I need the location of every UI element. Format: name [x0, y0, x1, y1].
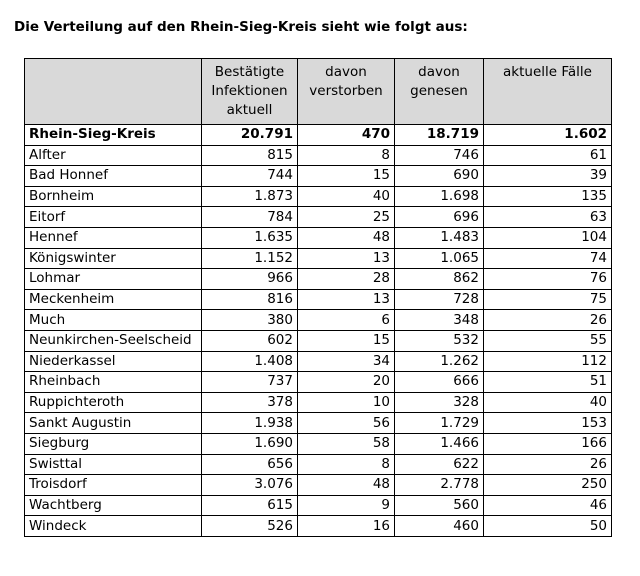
- table-row: [25, 269, 612, 290]
- header-recovered: davon genesen: [395, 59, 484, 125]
- recovered-cell: 1.698: [395, 186, 484, 207]
- header-deceased: davon verstorben: [298, 59, 395, 125]
- district-name: Swisttal: [25, 454, 202, 475]
- total-name: Rhein-Sieg-Kreis: [25, 125, 202, 146]
- active-cell: 74: [484, 248, 612, 269]
- recovered-cell: 1.262: [395, 351, 484, 372]
- active-cell: 104: [484, 227, 612, 248]
- district-name: Alfter: [25, 145, 202, 166]
- table-row: [25, 475, 612, 496]
- table-row: [25, 454, 612, 475]
- active-cell: 250: [484, 475, 612, 496]
- district-name: Niederkassel: [25, 351, 202, 372]
- deceased-cell: 16: [298, 516, 395, 537]
- confirmed-cell: 3.076: [202, 475, 298, 496]
- table-row: [25, 207, 612, 228]
- confirmed-cell: 526: [202, 516, 298, 537]
- active-cell: 50: [484, 516, 612, 537]
- table-row: [25, 372, 612, 393]
- recovered-cell: 1.065: [395, 248, 484, 269]
- confirmed-cell: 1.635: [202, 227, 298, 248]
- district-name: Königswinter: [25, 248, 202, 269]
- header-confirmed: Bestätigte Infektionen aktuell: [202, 59, 298, 125]
- confirmed-cell: 378: [202, 392, 298, 413]
- total-active: 1.602: [484, 125, 612, 146]
- deceased-cell: 58: [298, 433, 395, 454]
- table-row: [25, 330, 612, 351]
- active-cell: 153: [484, 413, 612, 434]
- district-name: Rheinbach: [25, 372, 202, 393]
- district-name: Siegburg: [25, 433, 202, 454]
- table-row: [25, 413, 612, 434]
- deceased-cell: 9: [298, 495, 395, 516]
- active-cell: 76: [484, 269, 612, 290]
- confirmed-cell: 1.152: [202, 248, 298, 269]
- recovered-cell: 2.778: [395, 475, 484, 496]
- deceased-cell: 8: [298, 454, 395, 475]
- table-row: [25, 186, 612, 207]
- active-cell: 112: [484, 351, 612, 372]
- recovered-cell: 690: [395, 166, 484, 187]
- confirmed-cell: 602: [202, 330, 298, 351]
- district-name: Much: [25, 310, 202, 331]
- deceased-cell: 15: [298, 166, 395, 187]
- deceased-cell: 8: [298, 145, 395, 166]
- recovered-cell: 862: [395, 269, 484, 290]
- confirmed-cell: 1.938: [202, 413, 298, 434]
- district-name: Bornheim: [25, 186, 202, 207]
- district-name: Sankt Augustin: [25, 413, 202, 434]
- deceased-cell: 28: [298, 269, 395, 290]
- total-row: [25, 125, 612, 146]
- district-name: Windeck: [25, 516, 202, 537]
- active-cell: 51: [484, 372, 612, 393]
- recovered-cell: 696: [395, 207, 484, 228]
- table-row: [25, 516, 612, 537]
- deceased-cell: 56: [298, 413, 395, 434]
- total-confirmed: 20.791: [202, 125, 298, 146]
- confirmed-cell: 737: [202, 372, 298, 393]
- deceased-cell: 6: [298, 310, 395, 331]
- deceased-cell: 20: [298, 372, 395, 393]
- district-table: [24, 58, 612, 537]
- recovered-cell: 746: [395, 145, 484, 166]
- recovered-cell: 560: [395, 495, 484, 516]
- header-district: [25, 59, 202, 125]
- district-name: Hennef: [25, 227, 202, 248]
- deceased-cell: 15: [298, 330, 395, 351]
- deceased-cell: 48: [298, 475, 395, 496]
- confirmed-cell: 816: [202, 289, 298, 310]
- active-cell: 55: [484, 330, 612, 351]
- active-cell: 61: [484, 145, 612, 166]
- table-row: [25, 248, 612, 269]
- district-name: Meckenheim: [25, 289, 202, 310]
- recovered-cell: 532: [395, 330, 484, 351]
- district-name: Eitorf: [25, 207, 202, 228]
- confirmed-cell: 1.873: [202, 186, 298, 207]
- recovered-cell: 460: [395, 516, 484, 537]
- recovered-cell: 728: [395, 289, 484, 310]
- district-name: Neunkirchen-Seelscheid: [25, 330, 202, 351]
- confirmed-cell: 380: [202, 310, 298, 331]
- table-row: [25, 166, 612, 187]
- table-row: [25, 289, 612, 310]
- recovered-cell: 1.466: [395, 433, 484, 454]
- recovered-cell: 328: [395, 392, 484, 413]
- deceased-cell: 13: [298, 248, 395, 269]
- deceased-cell: 13: [298, 289, 395, 310]
- header-active: aktuelle Fälle: [484, 59, 612, 125]
- deceased-cell: 34: [298, 351, 395, 372]
- table-row: [25, 145, 612, 166]
- district-name: Lohmar: [25, 269, 202, 290]
- table-row: [25, 310, 612, 331]
- confirmed-cell: 1.408: [202, 351, 298, 372]
- confirmed-cell: 815: [202, 145, 298, 166]
- deceased-cell: 10: [298, 392, 395, 413]
- deceased-cell: 25: [298, 207, 395, 228]
- header-row: [25, 59, 612, 125]
- deceased-cell: 48: [298, 227, 395, 248]
- table-row: [25, 227, 612, 248]
- district-name: Wachtberg: [25, 495, 202, 516]
- table-row: [25, 392, 612, 413]
- recovered-cell: 666: [395, 372, 484, 393]
- active-cell: 135: [484, 186, 612, 207]
- active-cell: 63: [484, 207, 612, 228]
- confirmed-cell: 966: [202, 269, 298, 290]
- total-deceased: 470: [298, 125, 395, 146]
- active-cell: 40: [484, 392, 612, 413]
- confirmed-cell: 784: [202, 207, 298, 228]
- district-name: Bad Honnef: [25, 166, 202, 187]
- recovered-cell: 1.483: [395, 227, 484, 248]
- active-cell: 166: [484, 433, 612, 454]
- table-row: [25, 495, 612, 516]
- confirmed-cell: 615: [202, 495, 298, 516]
- active-cell: 26: [484, 454, 612, 475]
- page-heading: Die Verteilung auf den Rhein-Sieg-Kreis sieht wie folgt aus:: [14, 19, 468, 35]
- recovered-cell: 348: [395, 310, 484, 331]
- total-recovered: 18.719: [395, 125, 484, 146]
- table-row: [25, 351, 612, 372]
- active-cell: 39: [484, 166, 612, 187]
- table-row: [25, 433, 612, 454]
- recovered-cell: 622: [395, 454, 484, 475]
- district-name: Ruppichteroth: [25, 392, 202, 413]
- deceased-cell: 40: [298, 186, 395, 207]
- recovered-cell: 1.729: [395, 413, 484, 434]
- active-cell: 26: [484, 310, 612, 331]
- confirmed-cell: 744: [202, 166, 298, 187]
- district-name: Troisdorf: [25, 475, 202, 496]
- confirmed-cell: 1.690: [202, 433, 298, 454]
- active-cell: 46: [484, 495, 612, 516]
- confirmed-cell: 656: [202, 454, 298, 475]
- active-cell: 75: [484, 289, 612, 310]
